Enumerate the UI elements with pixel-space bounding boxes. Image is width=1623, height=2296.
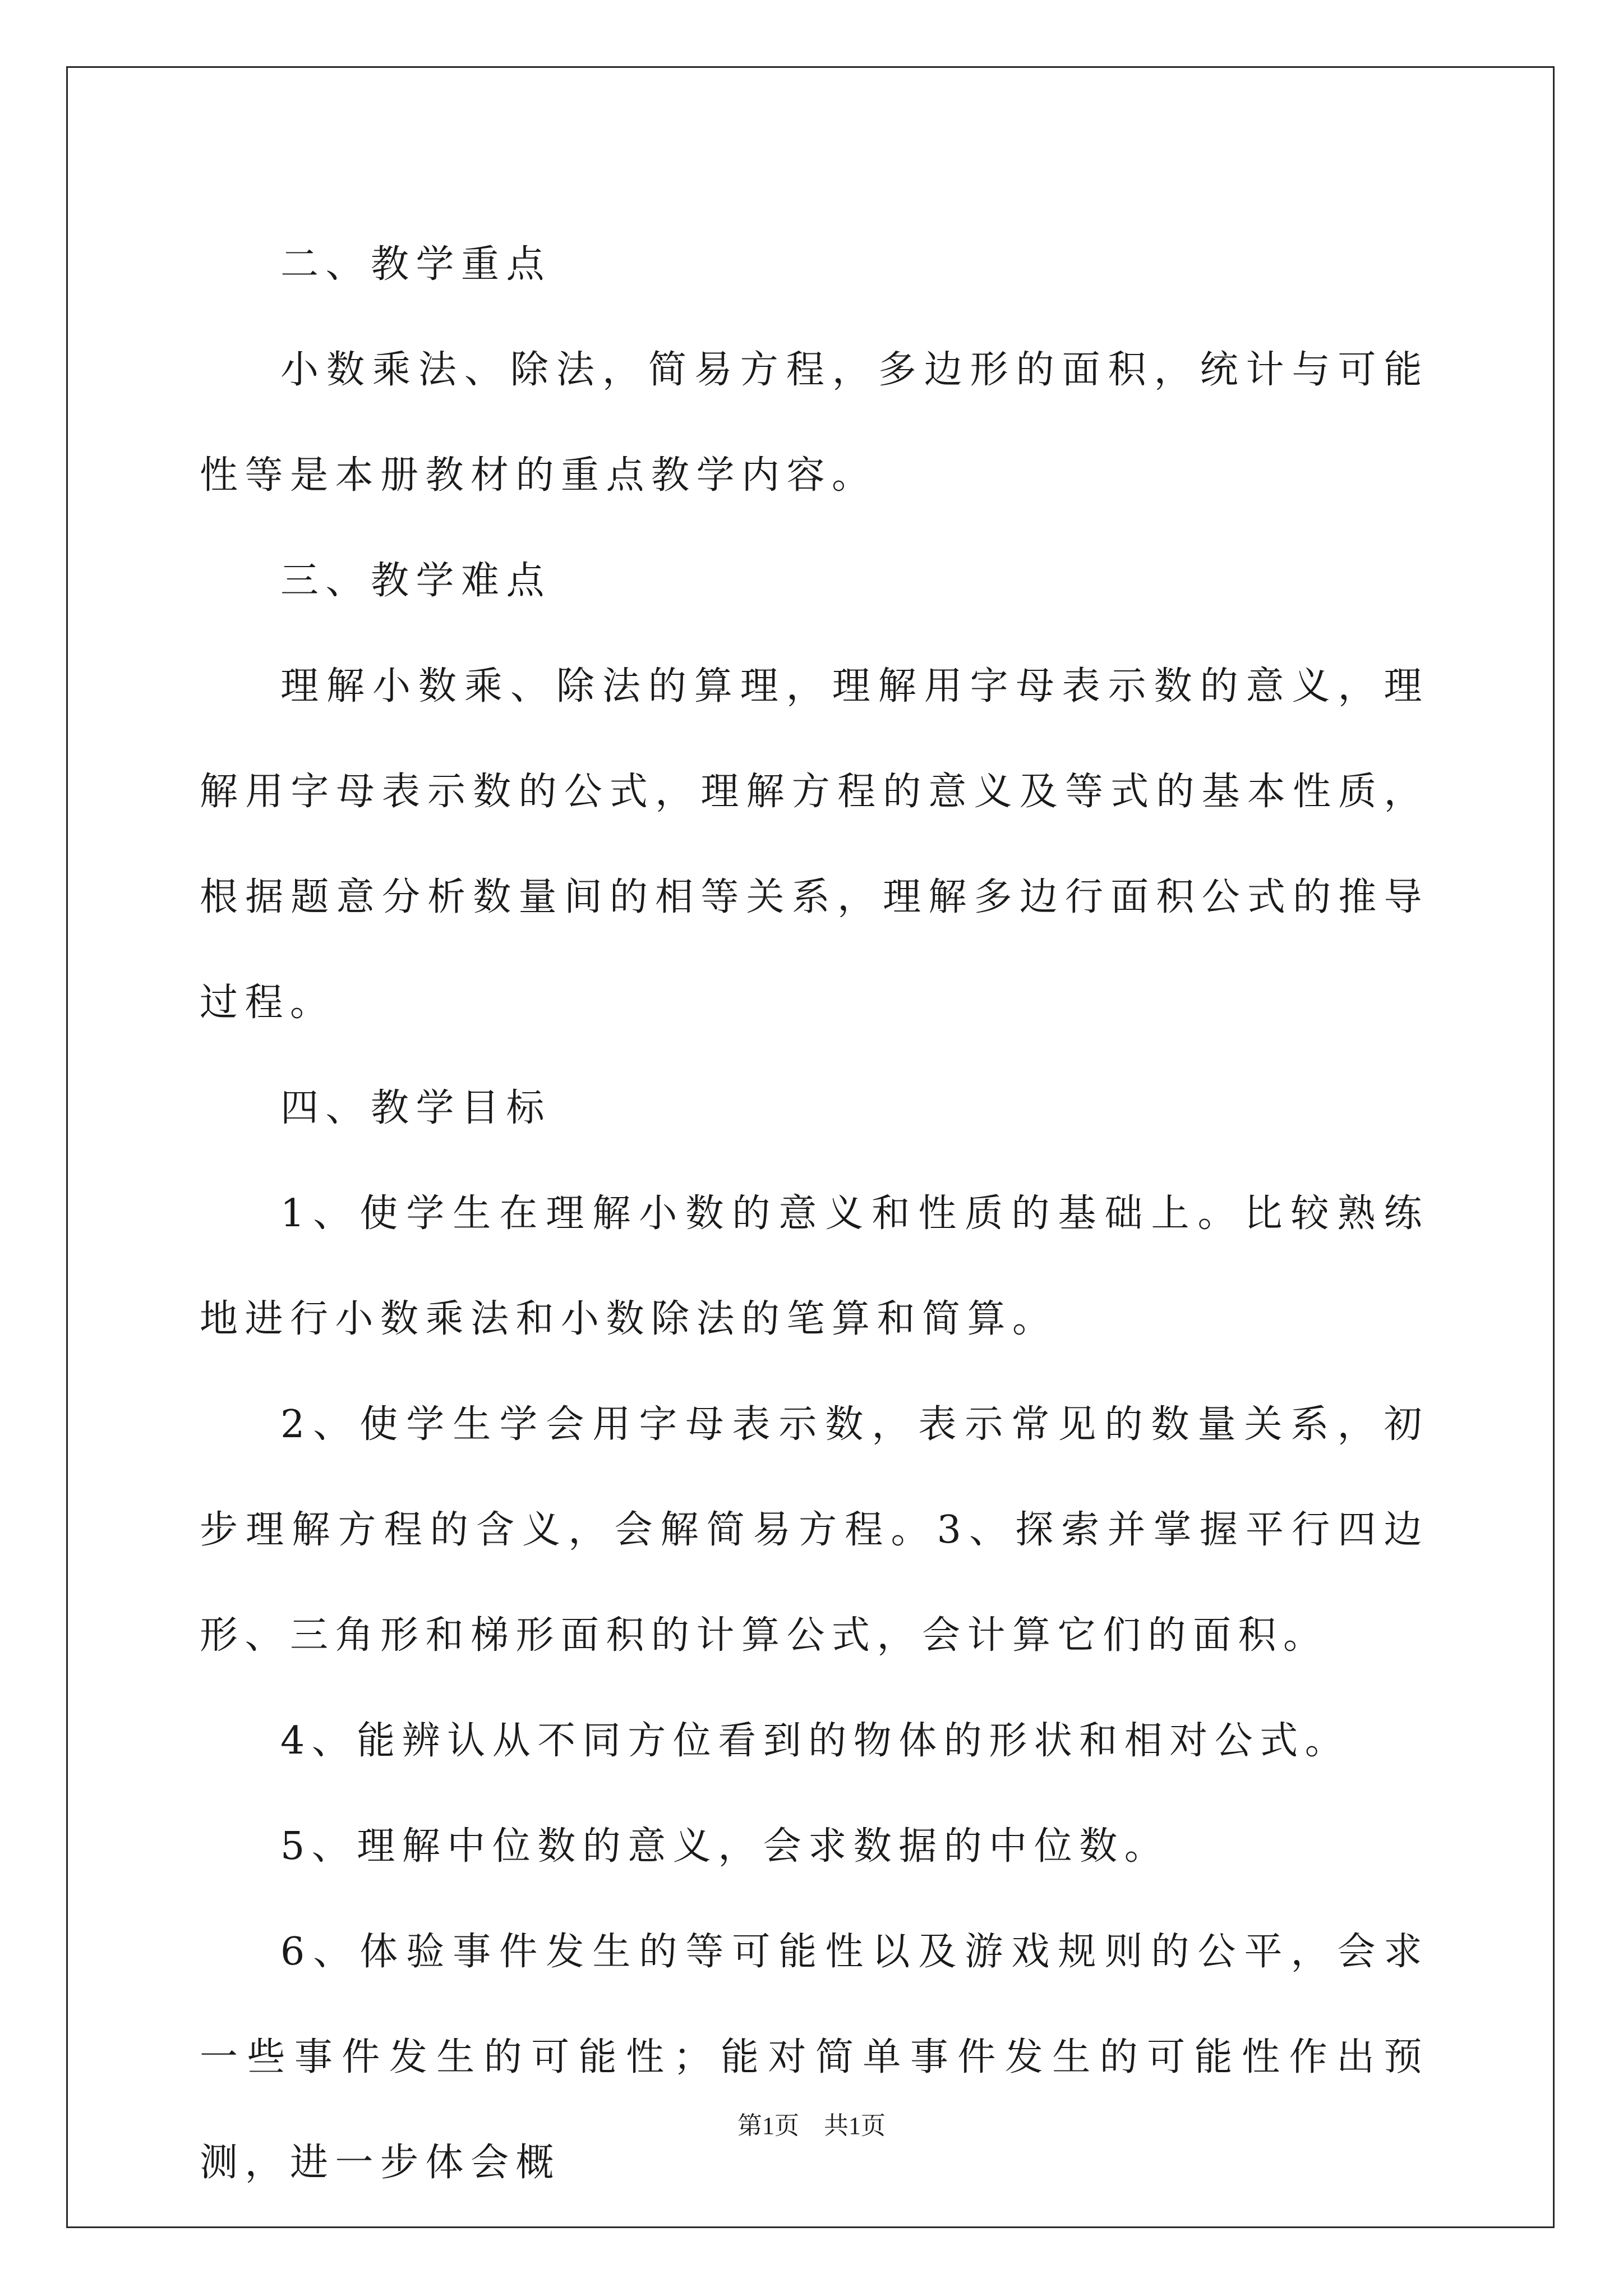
objective-item-5: 5、理解中位数的意义，会求数据的中位数。	[280, 1824, 1170, 1869]
objective-item-2: 2、使学生学会用字母表示数，表示常见的数量关系，初步理解方程的含义，会解简易方程。3、探索并掌握平行四边形、三角形和梯形面积的计算公式，会计算它们的面积。	[200, 1402, 1429, 1658]
objective-item-4: 4、能辨认从不同方位看到的物体的形状和相对公式。	[280, 1719, 1350, 1763]
section-heading-key-points: 二、教学重点	[280, 242, 552, 287]
objective-item-1: 1、使学生在理解小数的意义和性质的基础上。比较熟练地进行小数乘法和小数除法的笔算和简算。	[200, 1191, 1429, 1341]
section-heading-objectives: 四、教学目标	[280, 1086, 552, 1130]
section-heading-difficulties: 三、教学难点	[280, 559, 552, 603]
page-number-current: 第1页	[737, 2112, 799, 2139]
paragraph-difficulties: 理解小数乘、除法的算理，理解用字母表示数的意义，理解用字母表示数的公式，理解方程的意义及等式的基本性质，根据题意分析数量间的相等关系，理解多边行面积公式的推导过程。	[200, 664, 1429, 1025]
paragraph-key-points: 小数乘法、除法，简易方程，多边形的面积，统计与可能性等是本册教材的重点教学内容。	[200, 348, 1429, 498]
document-body	[200, 212, 1429, 2216]
page-number-total: 共1页	[824, 2112, 886, 2139]
page-footer	[0, 2109, 1623, 2143]
objective-item-6: 6、体验事件发生的等可能性以及游戏规则的公平，会求一些事件发生的可能性；能对简单事件发生的可能性作出预测，进一步体会概	[200, 1930, 1429, 2185]
